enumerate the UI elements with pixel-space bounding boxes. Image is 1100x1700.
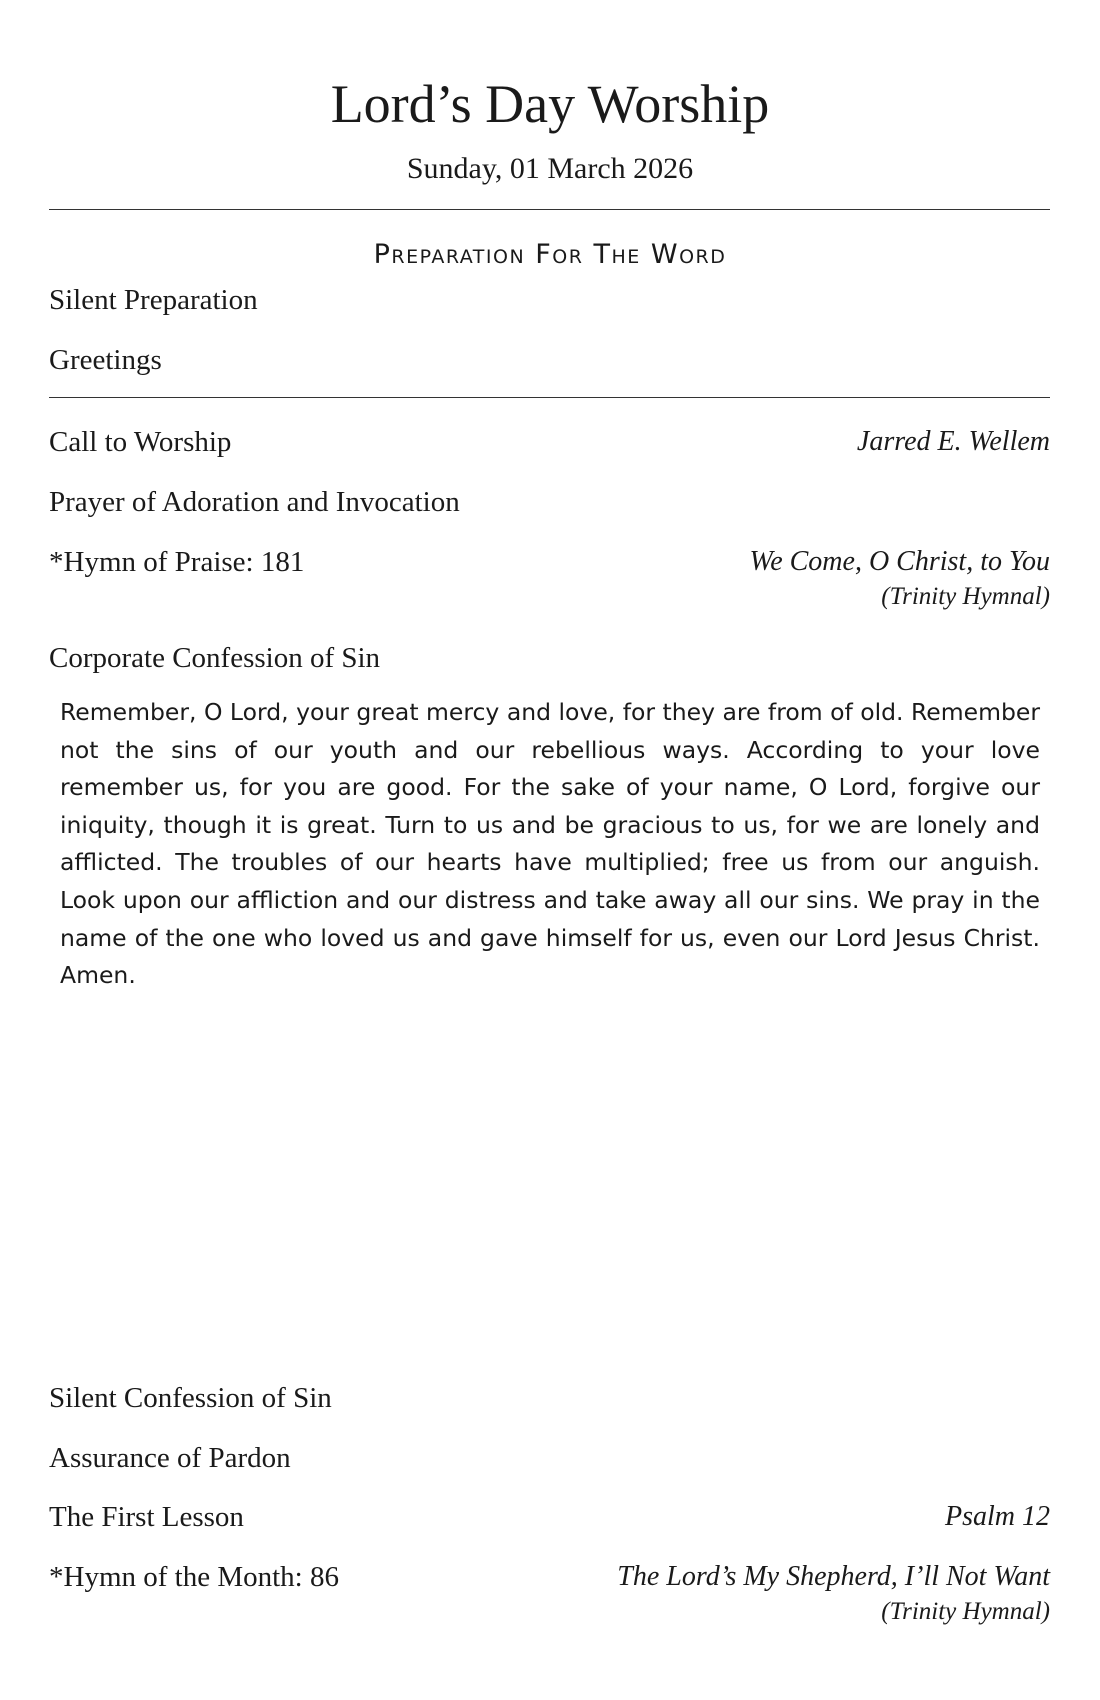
item-label: Prayer of Adoration and Invocation [49, 486, 460, 518]
item-label: Call to Worship [49, 426, 232, 458]
divider-top [49, 209, 1050, 210]
item-prayer-adoration [49, 482, 1050, 526]
page-title: Lord’s Day Worship [330, 74, 770, 134]
hymnal-name: (Trinity Hymnal) [881, 583, 1050, 610]
item-silent-preparation [49, 280, 1050, 324]
item-silent-confession [49, 1378, 1050, 1422]
item-label: Silent Confession of Sin [49, 1382, 332, 1414]
item-first-lesson [49, 1497, 1050, 1541]
item-label: Greetings [49, 344, 162, 376]
hymnal-name: (Trinity Hymnal) [881, 1598, 1050, 1625]
item-label: Assurance of Pardon [49, 1442, 291, 1474]
item-label: Silent Preparation [49, 284, 258, 316]
hymn-title: We Come, O Christ, to You [749, 546, 1050, 577]
item-label: *Hymn of Praise: 181 [49, 546, 305, 578]
item-hymn-of-month [49, 1557, 1050, 1637]
section-heading: Preparation For The Word [373, 239, 727, 270]
item-label: The First Lesson [49, 1501, 244, 1533]
confession-prayer-text: Remember, O Lord, your great mercy and love, for they are from of old. Remember not the sins of our youth and our rebellious ways. According to your love remember us, for you are good. For the sake of your name, O Lord, forgive our iniquity, though it is great. Turn to us and be gracious to us, for we are lonely and afflicted. The troubles of our hearts have multiplied; free us from our anguish. Look upon our affliction and our distress and take away all our sins. We pray in the name of the one who loved us and gave himself for us, even our Lord Jesus Christ. Amen. [60, 698, 1040, 990]
service-date: Sunday, 01 March 2026 [406, 152, 694, 185]
divider-middle [49, 397, 1050, 398]
item-call-to-worship [49, 422, 1050, 466]
item-source: Jarred E. Wellem [856, 426, 1050, 457]
scripture-reference: Psalm 12 [945, 1501, 1050, 1532]
item-label: *Hymn of the Month: 86 [49, 1561, 339, 1593]
hymn-title: The Lord’s My Shepherd, I’ll Not Want [617, 1561, 1050, 1592]
item-label: Corporate Confession of Sin [49, 642, 381, 674]
item-assurance-of-pardon [49, 1438, 1050, 1482]
item-corporate-confession [49, 638, 1050, 682]
item-greetings [49, 340, 1050, 384]
item-hymn-of-praise [49, 542, 1050, 622]
